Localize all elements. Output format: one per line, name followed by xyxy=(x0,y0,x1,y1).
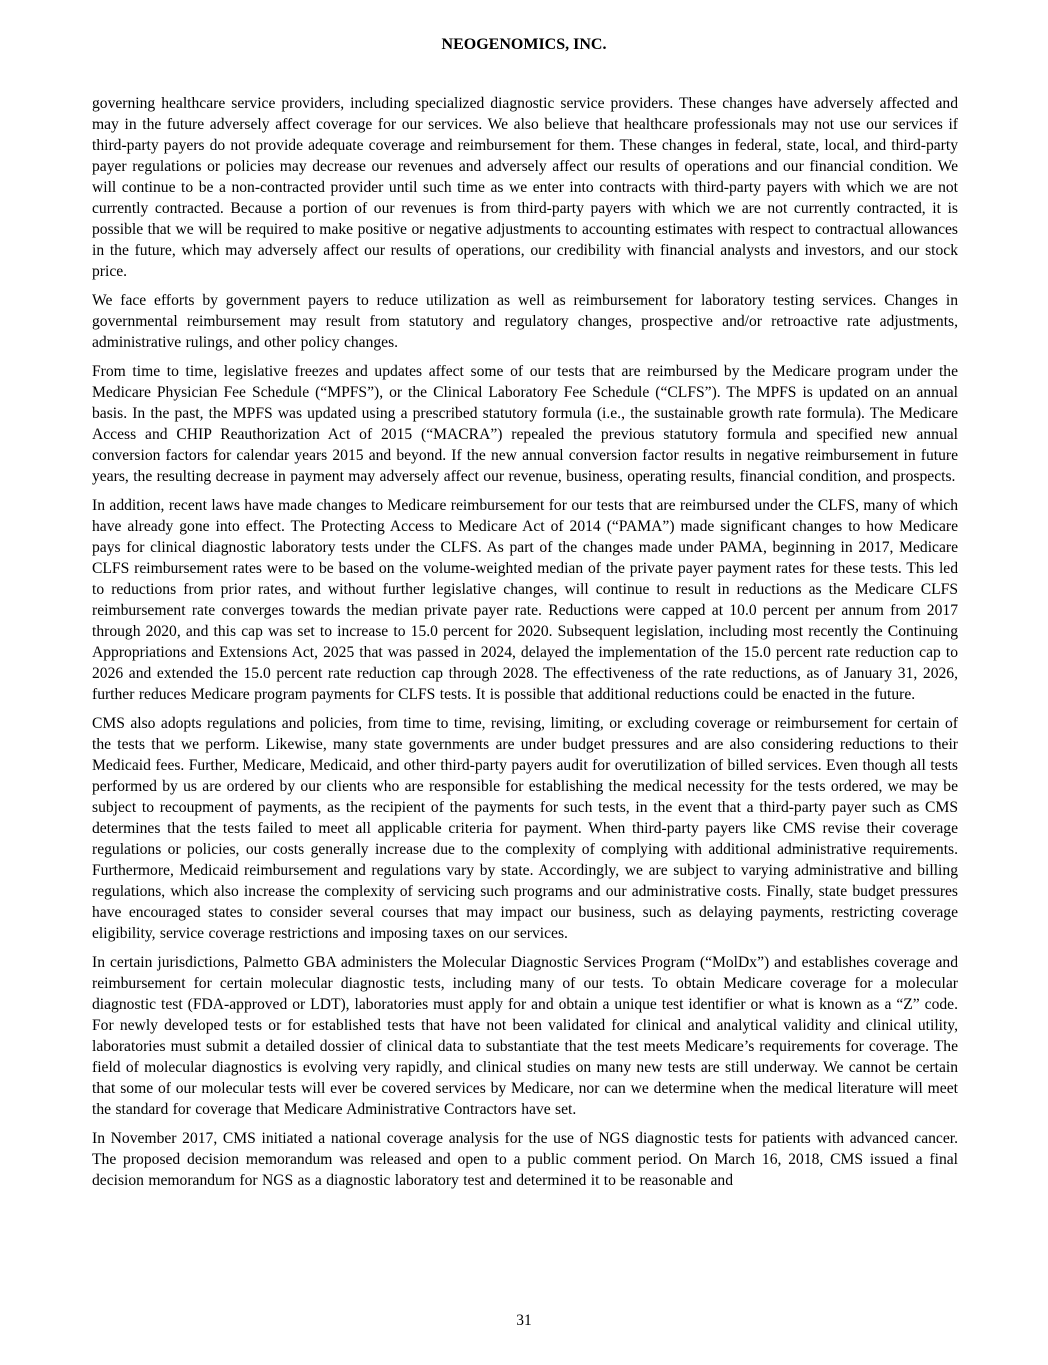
company-name-header: NEOGENOMICS, INC. xyxy=(441,36,607,53)
paragraph-ngs-coverage-analysis: In November 2017, CMS initiated a national coverage analysis for the use of NGS diagnostic tests for patients with advanced cancer. The proposed decision memorandum was released and open to a public comment period. On March 16, 2018, CMS issued a final decision memorandum for NGS as a diagnostic laboratory test and determined it to be reasonable and xyxy=(92,1130,958,1189)
document-body xyxy=(92,93,958,1199)
page-number: 31 xyxy=(516,1312,532,1329)
paragraph-governing-healthcare: governing healthcare service providers, including specialized diagnostic service providers. These changes have adversely affected and may in the future adversely affect coverage for our services. We also believe that healthcare professionals may not use our services if third-party payers do not provide adequate coverage and reimbursement for them. These changes in federal, state, local, and third-party payer regulations or policies may decrease our revenues and adversely affect our results of operations and our financial condition. We will continue to be a non-contracted provider until such time as we enter into contracts with third-party payers with which we are not currently contracted. Because a portion of our revenues is from third-party payers with which we are not currently contracted, it is possible that we will be required to make positive or negative adjustments to accounting estimates with respect to contractual allowances in the future, which may adversely affect our results of operations, our credibility with financial analysts and investors, and our stock price. xyxy=(92,95,958,280)
paragraph-cms-regulations-policies: CMS also adopts regulations and policies, from time to time, revising, limiting, or excluding coverage or reimbursement for certain of the tests that we perform. Likewise, many state governments are under budget pressures and are also considering reductions to their Medicaid fees. Further, Medicare, Medicaid, and other third-party payers audit for overutilization of billed services. Even though all tests performed by us are ordered by our clients who are responsible for establishing the medical necessity for the tests ordered, we may be subject to recoupment of payments, as the recipient of the payments for such tests, in the event that a third-party payer such as CMS determines that the tests failed to meet all applicable criteria for payment. When third-party payers like CMS revise their coverage regulations or policies, our costs generally increase due to the complexity of complying with additional administrative requirements. Furthermore, Medicaid reimbursement and regulations vary by state. Accordingly, we are subject to varying administrative and billing regulations, which also increase the complexity of servicing such programs and our administrative costs. Finally, state budget pressures have encouraged states to consider several courses that may impact our business, such as delaying payments, restricting coverage eligibility, service coverage restrictions and imposing taxes on our services. xyxy=(92,715,958,942)
paragraph-government-payer-efforts: We face efforts by government payers to reduce utilization as well as reimbursement for laboratory testing services. Changes in governmental reimbursement may result from statutory and regulatory changes, prospective and/or retroactive rate adjustments, administrative rulings, and other policy changes. xyxy=(92,292,958,351)
paragraph-legislative-freezes-mpfs-clfs: From time to time, legislative freezes and updates affect some of our tests that are reimbursed by the Medicare program under the Medicare Physician Fee Schedule (“MPFS”), or the Clinical Laboratory Fee Schedule (“CLFS”). The MPFS is updated on an annual basis. In the past, the MPFS was updated using a prescribed statutory formula (i.e., the sustainable growth rate formula). The Medicare Access and CHIP Reauthorization Act of 2015 (“MACRA”) repealed the previous statutory formula and specified new annual conversion factors for calendar years 2015 and beyond. If the new annual conversion factor results in negative reimbursement in future years, the resulting decrease in payment may adversely affect our revenue, business, operating results, financial condition, and prospects. xyxy=(92,363,958,485)
paragraph-pama-clfs-reductions: In addition, recent laws have made changes to Medicare reimbursement for our tests that are reimbursed under the CLFS, many of which have already gone into effect. The Protecting Access to Medicare Act of 2014 (“PAMA”) made significant changes to how Medicare pays for clinical diagnostic laboratory tests under the CLFS. As part of the changes made under PAMA, beginning in 2017, Medicare CLFS reimbursement rates were to be based on the volume-weighted median of the private payer payment rates for these tests. This led to reductions from prior rates, and without further legislative changes, will continue to result in reductions as the Medicare CLFS reimbursement rate converges towards the median private payer rate. Reductions were capped at 10.0 percent per annum from 2017 through 2020, and this cap was set to increase to 15.0 percent for 2020. Subsequent legislation, including most recently the Continuing Appropriations and Extensions Act, 2025 that was passed in 2024, delayed the implementation of the 15.0 percent rate reduction cap to 2026 and extended the 15.0 percent rate reduction cap through 2028. The effectiveness of the rate reductions, as of January 31, 2026, further reduces Medicare program payments for CLFS tests. It is possible that additional reductions could be enacted in the future. xyxy=(92,497,958,703)
paragraph-palmetto-gba-moldx: In certain jurisdictions, Palmetto GBA administers the Molecular Diagnostic Services Program (“MolDx”) and establishes coverage and reimbursement for certain molecular diagnostic tests, including many of our tests. To obtain Medicare coverage for a molecular diagnostic test (FDA-approved or LDT), laboratories must apply for and obtain a unique test identifier or what is known as a “Z” code. For newly developed tests or for established tests that have not been validated for clinical and analytical validity and clinical utility, laboratories must submit a detailed dossier of clinical data to substantiate that the test meets Medicare’s requirements for coverage. The field of molecular diagnostics is evolving very rapidly, and clinical studies on many new tests are still underway. We cannot be certain that some of our molecular tests will ever be covered services by Medicare, nor can we determine when the medical literature will meet the standard for coverage that Medicare Administrative Contractors have set. xyxy=(92,954,958,1118)
